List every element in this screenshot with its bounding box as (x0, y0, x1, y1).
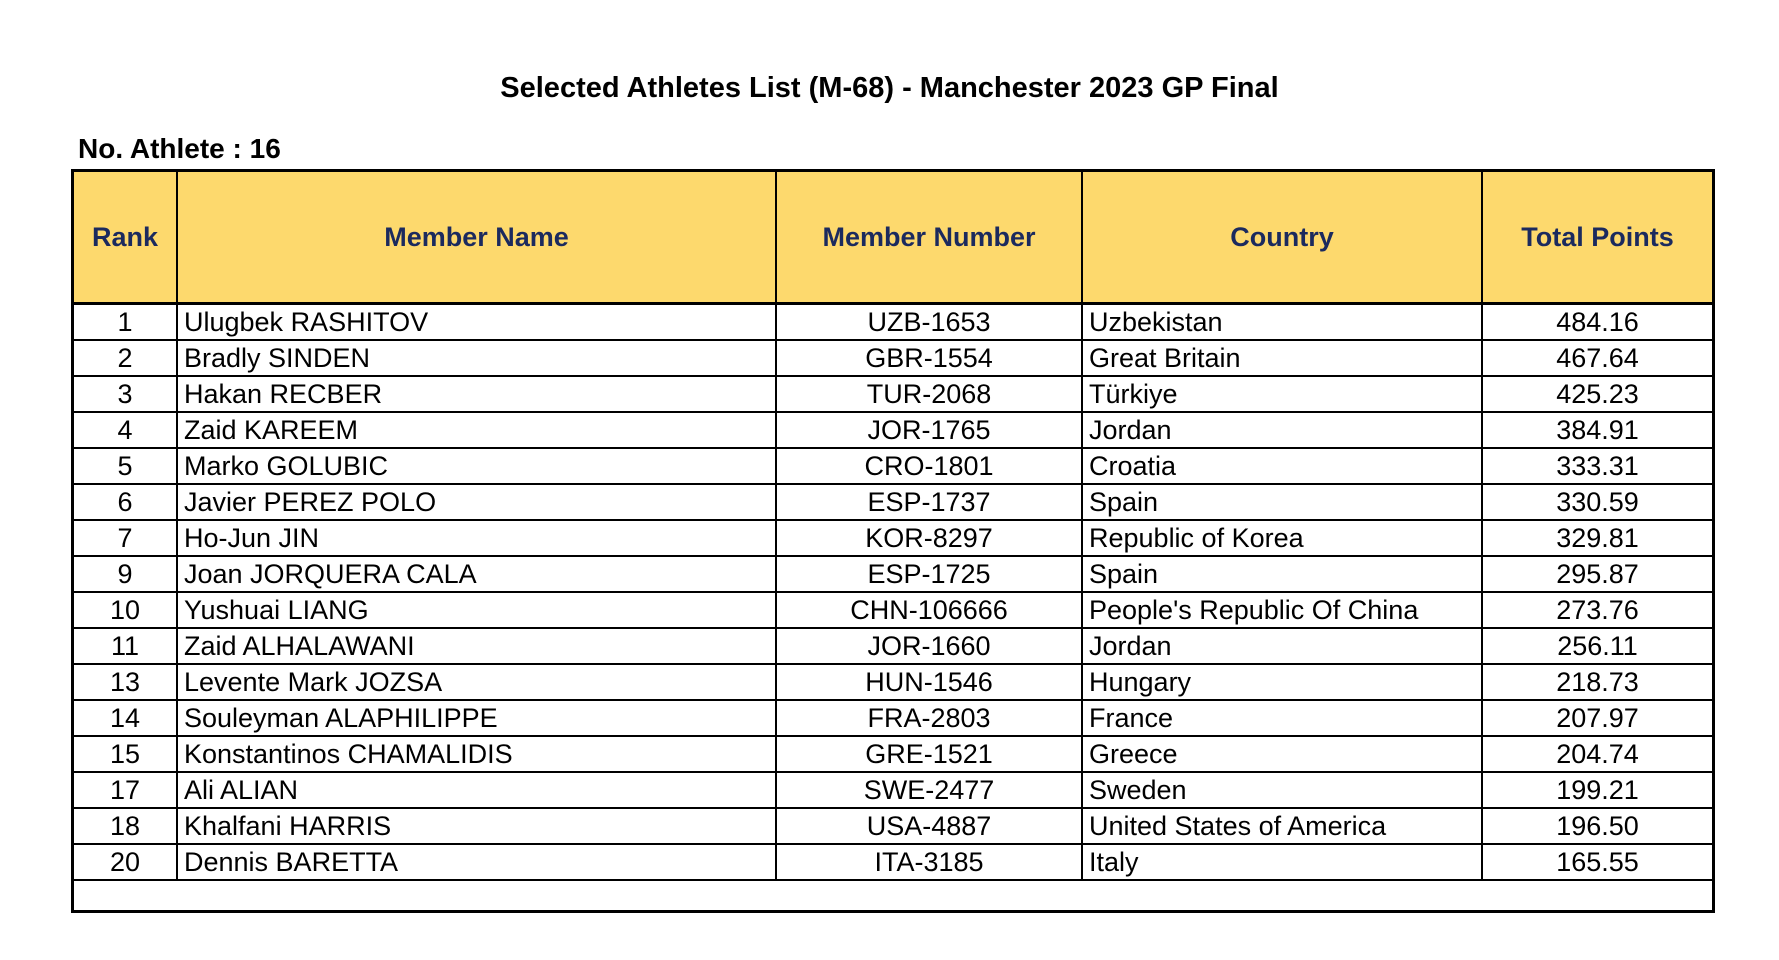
cell-member-number: HUN-1546 (776, 664, 1082, 700)
cell-total-points: 196.50 (1482, 808, 1713, 844)
cell-total-points: 333.31 (1482, 448, 1713, 484)
table-row (73, 664, 1713, 700)
table-row (73, 448, 1713, 484)
cell-total-points: 207.97 (1482, 700, 1713, 736)
cell-member-number: ESP-1737 (776, 484, 1082, 520)
cell-total-points: 329.81 (1482, 520, 1713, 556)
table-row (73, 340, 1713, 376)
cell-rank: 13 (73, 664, 177, 700)
cell-member-number: SWE-2477 (776, 772, 1082, 808)
header-row (73, 171, 1713, 304)
header-total-points: Total Points (1482, 171, 1713, 304)
cell-member-number: GRE-1521 (776, 736, 1082, 772)
cell-member-name: Zaid KAREEM (177, 412, 776, 448)
cell-member-name: Konstantinos CHAMALIDIS (177, 736, 776, 772)
cell-country: Croatia (1082, 448, 1482, 484)
cell-country: United States of America (1082, 808, 1482, 844)
cell-member-number: UZB-1653 (776, 304, 1082, 341)
cell-total-points: 384.91 (1482, 412, 1713, 448)
cell-member-name: Bradly SINDEN (177, 340, 776, 376)
table-row (73, 628, 1713, 664)
cell-country: Uzbekistan (1082, 304, 1482, 341)
cell-country: France (1082, 700, 1482, 736)
cell-member-number: JOR-1660 (776, 628, 1082, 664)
cell-rank: 14 (73, 700, 177, 736)
cell-member-number: CRO-1801 (776, 448, 1082, 484)
cell-total-points: 330.59 (1482, 484, 1713, 520)
header-member-name: Member Name (177, 171, 776, 304)
document-title: Selected Athletes List (M-68) - Manchester 2023 GP Final (500, 72, 1279, 104)
cell-rank: 20 (73, 844, 177, 880)
cell-member-number: ESP-1725 (776, 556, 1082, 592)
cell-member-name: Souleyman ALAPHILIPPE (177, 700, 776, 736)
cell-member-name: Khalfani HARRIS (177, 808, 776, 844)
header-country: Country (1082, 171, 1482, 304)
table-row (73, 700, 1713, 736)
cell-country: People's Republic Of China (1082, 592, 1482, 628)
cell-country: Spain (1082, 556, 1482, 592)
cell-rank: 5 (73, 448, 177, 484)
cell-member-name: Hakan RECBER (177, 376, 776, 412)
cell-total-points: 425.23 (1482, 376, 1713, 412)
table-row (73, 520, 1713, 556)
cell-rank: 11 (73, 628, 177, 664)
cell-member-number: JOR-1765 (776, 412, 1082, 448)
cell-member-name: Dennis BARETTA (177, 844, 776, 880)
cell-rank: 6 (73, 484, 177, 520)
header-rank: Rank (73, 171, 177, 304)
cell-member-name: Javier PEREZ POLO (177, 484, 776, 520)
cell-rank: 3 (73, 376, 177, 412)
table-row (73, 556, 1713, 592)
cell-total-points: 199.21 (1482, 772, 1713, 808)
table-row (73, 304, 1713, 341)
header-member-number: Member Number (776, 171, 1082, 304)
athletes-table (72, 170, 1714, 881)
cell-member-name: Yushuai LIANG (177, 592, 776, 628)
cell-member-number: CHN-106666 (776, 592, 1082, 628)
cell-rank: 7 (73, 520, 177, 556)
cell-member-name: Marko GOLUBIC (177, 448, 776, 484)
cell-country: Greece (1082, 736, 1482, 772)
table-row (73, 484, 1713, 520)
cell-member-number: ITA-3185 (776, 844, 1082, 880)
cell-rank: 4 (73, 412, 177, 448)
cell-member-number: USA-4887 (776, 808, 1082, 844)
cell-country: Sweden (1082, 772, 1482, 808)
cell-rank: 1 (73, 304, 177, 341)
table-row (73, 736, 1713, 772)
cell-rank: 17 (73, 772, 177, 808)
cell-country: Hungary (1082, 664, 1482, 700)
table-row (73, 376, 1713, 412)
cell-total-points: 165.55 (1482, 844, 1713, 880)
cell-member-name: Joan JORQUERA CALA (177, 556, 776, 592)
cell-country: Great Britain (1082, 340, 1482, 376)
cell-rank: 9 (73, 556, 177, 592)
cell-member-number: KOR-8297 (776, 520, 1082, 556)
cell-total-points: 204.74 (1482, 736, 1713, 772)
cell-member-number: GBR-1554 (776, 340, 1082, 376)
cell-rank: 15 (73, 736, 177, 772)
cell-member-name: Zaid ALHALAWANI (177, 628, 776, 664)
cell-rank: 10 (73, 592, 177, 628)
athlete-count-label: No. Athlete : 16 (78, 133, 281, 164)
cell-member-number: TUR-2068 (776, 376, 1082, 412)
cell-total-points: 218.73 (1482, 664, 1713, 700)
cell-country: Spain (1082, 484, 1482, 520)
cell-total-points: 467.64 (1482, 340, 1713, 376)
table-header (73, 171, 1713, 304)
cell-total-points: 256.11 (1482, 628, 1713, 664)
table-row (73, 412, 1713, 448)
cell-country: Türkiye (1082, 376, 1482, 412)
table-row (73, 844, 1713, 880)
cell-member-name: Ho-Jun JIN (177, 520, 776, 556)
table-row (73, 592, 1713, 628)
cell-rank: 18 (73, 808, 177, 844)
cell-member-number: FRA-2803 (776, 700, 1082, 736)
cell-member-name: Ulugbek RASHITOV (177, 304, 776, 341)
cell-country: Italy (1082, 844, 1482, 880)
cell-total-points: 273.76 (1482, 592, 1713, 628)
table-row (73, 808, 1713, 844)
cell-total-points: 295.87 (1482, 556, 1713, 592)
cell-country: Jordan (1082, 412, 1482, 448)
cell-rank: 2 (73, 340, 177, 376)
cell-country: Republic of Korea (1082, 520, 1482, 556)
table-row (73, 772, 1713, 808)
cell-country: Jordan (1082, 628, 1482, 664)
cell-total-points: 484.16 (1482, 304, 1713, 341)
cell-member-name: Levente Mark JOZSA (177, 664, 776, 700)
table-body (73, 304, 1713, 881)
cell-member-name: Ali ALIAN (177, 772, 776, 808)
